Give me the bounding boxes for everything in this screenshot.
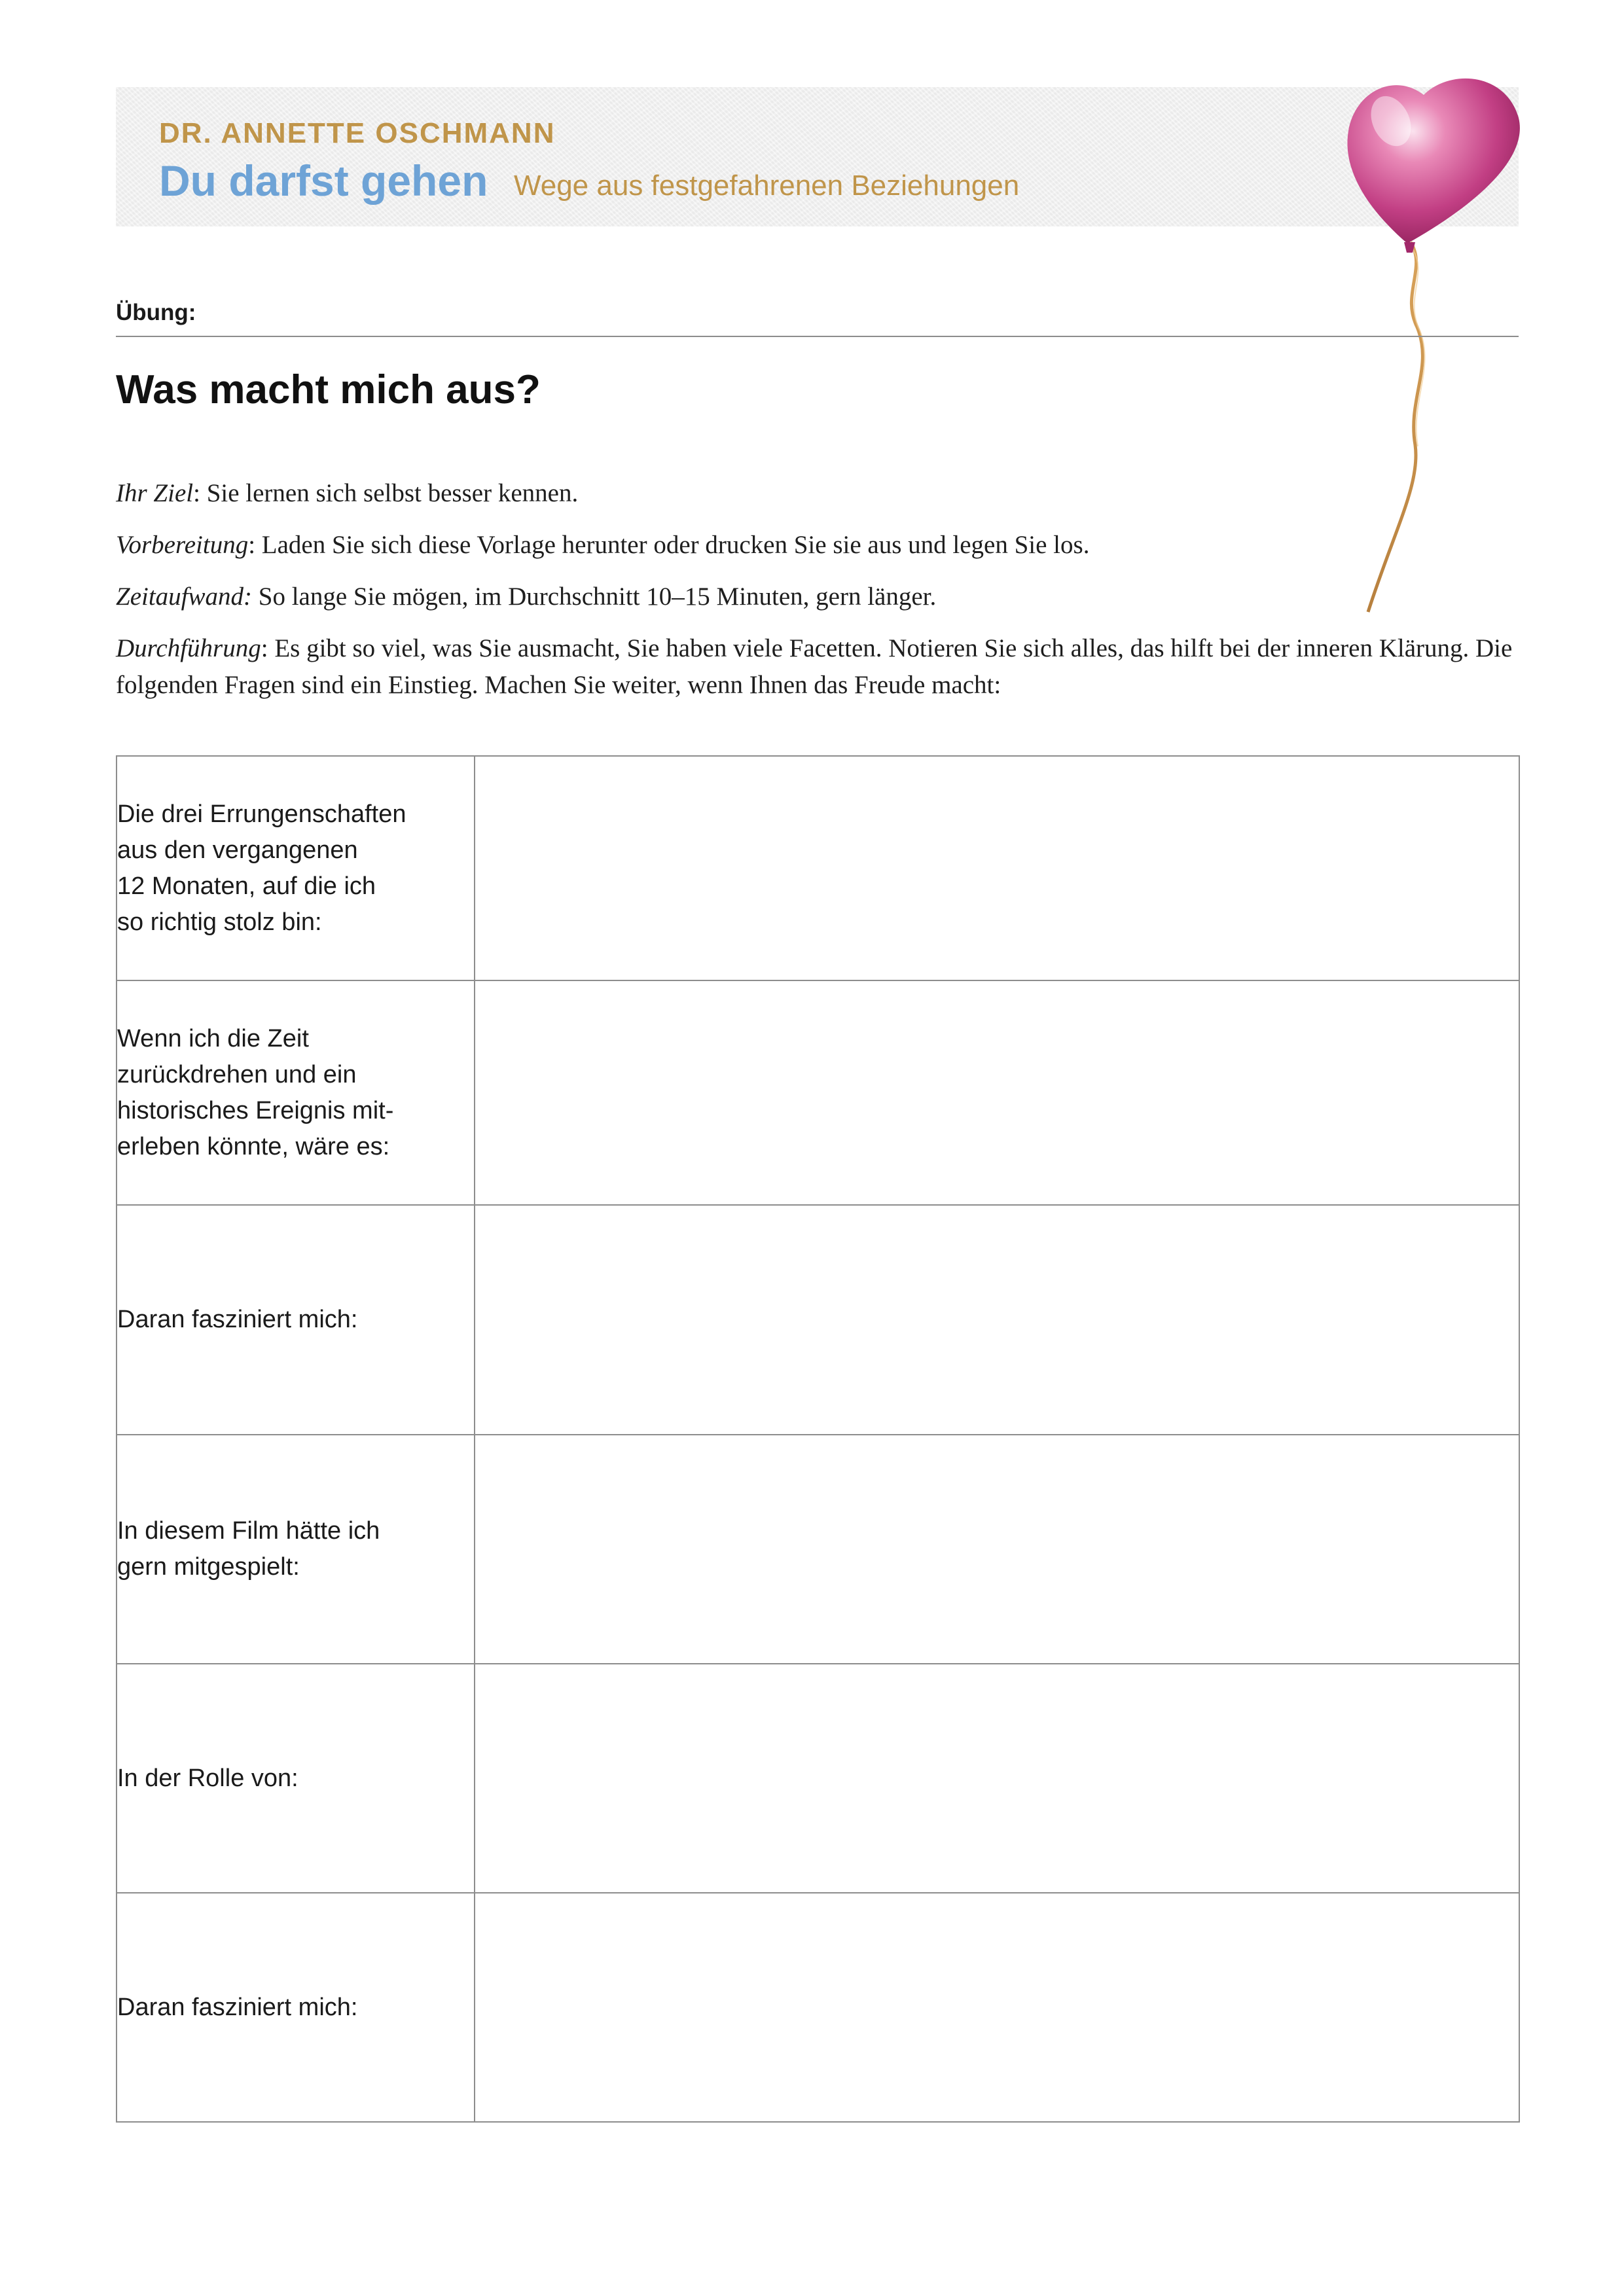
answer-field[interactable] xyxy=(475,1664,1519,1893)
question-label: Daran fasziniert mich: xyxy=(117,1993,358,2021)
intro-sep: : xyxy=(261,634,268,662)
intro-value: Laden Sie sich diese Vorlage herunter oder drucken Sie sie aus und legen Sie los. xyxy=(255,531,1090,559)
divider-line xyxy=(116,336,1519,337)
intro-goal xyxy=(116,475,1523,512)
answer-field[interactable] xyxy=(475,1435,1519,1664)
intro-key: Durchführung xyxy=(116,634,261,662)
author-name: DR. ANNETTE OSCHMANN xyxy=(159,117,556,149)
question-label: Wenn ich die Zeit zurückdrehen und ein historisches Ereignis mit- erleben könnte, wäre es: xyxy=(117,1024,394,1160)
intro-sep: : xyxy=(193,479,200,507)
intro-key: Ihr Ziel xyxy=(116,479,194,507)
intro-time xyxy=(116,579,1523,615)
question-cell xyxy=(117,756,475,980)
intro-value: Sie lernen sich selbst besser kennen. xyxy=(200,479,579,507)
question-cell xyxy=(117,1893,475,2122)
table-row xyxy=(117,756,1519,980)
intro-key: Vorbereitung xyxy=(116,531,249,559)
question-label: Die drei Errungenschaften aus den vergangenen 12 Monaten, auf die ich so richtig stolz bin: xyxy=(117,800,406,936)
book-subtitle: Wege aus festgefahrenen Beziehungen xyxy=(514,170,1020,202)
intro-key: Zeitaufwand: xyxy=(116,583,253,611)
question-cell xyxy=(117,980,475,1205)
intro-value: Es gibt so viel, was Sie ausmacht, Sie haben viele Facetten. Notieren Sie sich alles, das hilft bei der inneren Klärung. Die folgenden Fragen sind ein Einstieg. Machen Sie weiter, wenn Ihnen das Freude macht: xyxy=(116,634,1513,699)
question-label: In diesem Film hätte ich gern mitgespielt: xyxy=(117,1517,380,1581)
table-row xyxy=(117,1664,1519,1893)
balloon-heart xyxy=(1347,79,1519,243)
table-row xyxy=(117,1205,1519,1435)
question-label: In der Rolle von: xyxy=(117,1764,298,1792)
worksheet-table xyxy=(116,755,1520,2123)
table-row xyxy=(117,980,1519,1205)
answer-field[interactable] xyxy=(475,980,1519,1205)
answer-field[interactable] xyxy=(475,756,1519,980)
question-cell xyxy=(117,1435,475,1664)
intro-sep: : xyxy=(248,531,256,559)
intro-text xyxy=(116,475,1523,719)
answer-field[interactable] xyxy=(475,1893,1519,2122)
intro-value: So lange Sie mögen, im Durchschnitt 10–15 Minuten, gern länger. xyxy=(252,583,937,611)
exercise-label: Übung: xyxy=(116,300,196,325)
question-cell xyxy=(117,1664,475,1893)
intro-preparation xyxy=(116,527,1523,564)
answer-field[interactable] xyxy=(475,1205,1519,1435)
exercise-title: Was macht mich aus? xyxy=(116,367,541,412)
question-cell xyxy=(117,1205,475,1435)
book-title: Du darfst gehen xyxy=(159,156,488,205)
question-label: Daran fasziniert mich: xyxy=(117,1306,358,1333)
intro-procedure xyxy=(116,630,1523,704)
table-row xyxy=(117,1435,1519,1664)
table-row xyxy=(117,1893,1519,2122)
